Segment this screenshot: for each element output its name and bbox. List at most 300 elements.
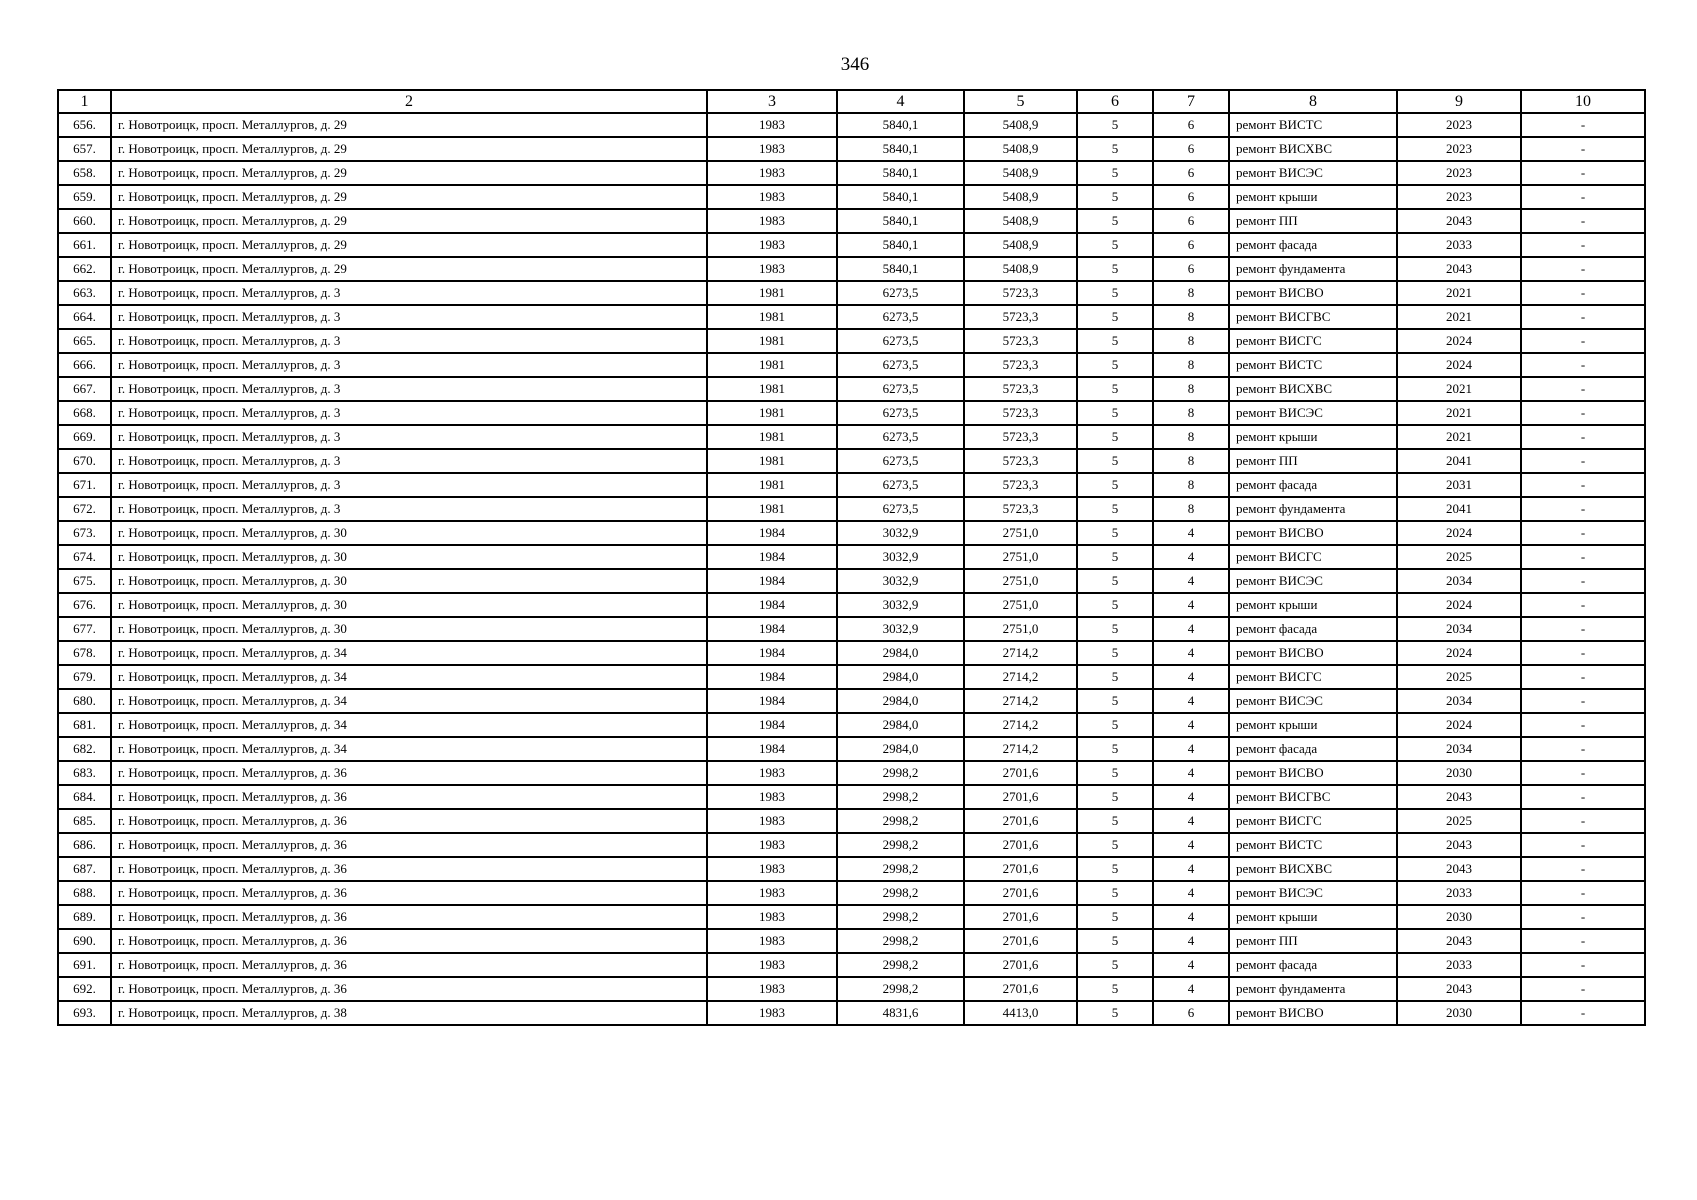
cell-note: -	[1521, 809, 1645, 833]
cell-living-area: 2701,6	[964, 881, 1077, 905]
cell-build-year: 1983	[707, 833, 837, 857]
cell-living-area: 2751,0	[964, 569, 1077, 593]
cell-work-type: ремонт крыши	[1229, 905, 1397, 929]
cell-planned-year: 2033	[1397, 233, 1521, 257]
cell-floors: 5	[1077, 641, 1153, 665]
cell-build-year: 1984	[707, 593, 837, 617]
cell-planned-year: 2025	[1397, 545, 1521, 569]
cell-entrances: 4	[1153, 761, 1229, 785]
cell-row-number: 685.	[58, 809, 111, 833]
cell-work-type: ремонт ВИСГВС	[1229, 785, 1397, 809]
table-row	[58, 905, 1645, 929]
table-row	[58, 641, 1645, 665]
header-cell-6: 6	[1077, 90, 1153, 113]
table-row	[58, 137, 1645, 161]
cell-row-number: 668.	[58, 401, 111, 425]
cell-build-year: 1983	[707, 185, 837, 209]
cell-build-year: 1984	[707, 569, 837, 593]
table-row	[58, 545, 1645, 569]
cell-note: -	[1521, 761, 1645, 785]
cell-note: -	[1521, 473, 1645, 497]
cell-total-area: 2984,0	[837, 737, 964, 761]
cell-note: -	[1521, 881, 1645, 905]
cell-note: -	[1521, 497, 1645, 521]
cell-living-area: 5723,3	[964, 305, 1077, 329]
cell-build-year: 1981	[707, 329, 837, 353]
cell-build-year: 1983	[707, 977, 837, 1001]
header-cell-10: 10	[1521, 90, 1645, 113]
table-row	[58, 737, 1645, 761]
cell-planned-year: 2034	[1397, 689, 1521, 713]
table-row	[58, 233, 1645, 257]
cell-work-type: ремонт ПП	[1229, 449, 1397, 473]
cell-address: г. Новотроицк, просп. Металлургов, д. 36	[111, 929, 707, 953]
cell-row-number: 663.	[58, 281, 111, 305]
cell-build-year: 1983	[707, 257, 837, 281]
cell-planned-year: 2031	[1397, 473, 1521, 497]
cell-build-year: 1983	[707, 857, 837, 881]
table-row	[58, 809, 1645, 833]
cell-address: г. Новотроицк, просп. Металлургов, д. 30	[111, 569, 707, 593]
cell-floors: 5	[1077, 809, 1153, 833]
cell-address: г. Новотроицк, просп. Металлургов, д. 3	[111, 497, 707, 521]
cell-entrances: 4	[1153, 833, 1229, 857]
cell-floors: 5	[1077, 689, 1153, 713]
cell-planned-year: 2034	[1397, 569, 1521, 593]
cell-total-area: 2984,0	[837, 713, 964, 737]
cell-note: -	[1521, 905, 1645, 929]
cell-entrances: 4	[1153, 641, 1229, 665]
cell-row-number: 673.	[58, 521, 111, 545]
cell-build-year: 1983	[707, 209, 837, 233]
header-cell-8: 8	[1229, 90, 1397, 113]
cell-total-area: 2998,2	[837, 977, 964, 1001]
header-cell-2: 2	[111, 90, 707, 113]
cell-planned-year: 2025	[1397, 809, 1521, 833]
table-row	[58, 377, 1645, 401]
cell-work-type: ремонт ВИСГС	[1229, 665, 1397, 689]
cell-total-area: 2998,2	[837, 929, 964, 953]
cell-note: -	[1521, 209, 1645, 233]
cell-floors: 5	[1077, 785, 1153, 809]
cell-planned-year: 2030	[1397, 761, 1521, 785]
cell-work-type: ремонт ВИСВО	[1229, 281, 1397, 305]
cell-address: г. Новотроицк, просп. Металлургов, д. 29	[111, 185, 707, 209]
cell-entrances: 4	[1153, 713, 1229, 737]
cell-build-year: 1984	[707, 545, 837, 569]
cell-floors: 5	[1077, 137, 1153, 161]
cell-planned-year: 2043	[1397, 209, 1521, 233]
cell-entrances: 6	[1153, 1001, 1229, 1025]
header-cell-4: 4	[837, 90, 964, 113]
cell-row-number: 687.	[58, 857, 111, 881]
cell-address: г. Новотроицк, просп. Металлургов, д. 3	[111, 449, 707, 473]
table-row	[58, 713, 1645, 737]
cell-work-type: ремонт ВИСХВС	[1229, 857, 1397, 881]
data-table	[57, 89, 1646, 1026]
cell-build-year: 1984	[707, 641, 837, 665]
cell-row-number: 665.	[58, 329, 111, 353]
table-row	[58, 257, 1645, 281]
cell-entrances: 4	[1153, 977, 1229, 1001]
cell-row-number: 678.	[58, 641, 111, 665]
cell-row-number: 676.	[58, 593, 111, 617]
cell-living-area: 5408,9	[964, 161, 1077, 185]
cell-row-number: 657.	[58, 137, 111, 161]
cell-floors: 5	[1077, 833, 1153, 857]
cell-address: г. Новотроицк, просп. Металлургов, д. 34	[111, 689, 707, 713]
cell-planned-year: 2023	[1397, 161, 1521, 185]
cell-work-type: ремонт ПП	[1229, 209, 1397, 233]
cell-living-area: 2701,6	[964, 833, 1077, 857]
cell-entrances: 4	[1153, 857, 1229, 881]
cell-living-area: 2701,6	[964, 761, 1077, 785]
cell-entrances: 4	[1153, 953, 1229, 977]
cell-total-area: 3032,9	[837, 617, 964, 641]
cell-planned-year: 2023	[1397, 185, 1521, 209]
cell-floors: 5	[1077, 257, 1153, 281]
cell-living-area: 2701,6	[964, 857, 1077, 881]
cell-planned-year: 2043	[1397, 785, 1521, 809]
header-cell-3: 3	[707, 90, 837, 113]
cell-build-year: 1981	[707, 353, 837, 377]
cell-row-number: 690.	[58, 929, 111, 953]
cell-floors: 5	[1077, 617, 1153, 641]
header-cell-1: 1	[58, 90, 111, 113]
cell-floors: 5	[1077, 953, 1153, 977]
header-cell-9: 9	[1397, 90, 1521, 113]
cell-entrances: 6	[1153, 257, 1229, 281]
header-cell-5: 5	[964, 90, 1077, 113]
cell-note: -	[1521, 377, 1645, 401]
cell-build-year: 1981	[707, 377, 837, 401]
cell-total-area: 2984,0	[837, 689, 964, 713]
cell-work-type: ремонт крыши	[1229, 185, 1397, 209]
cell-living-area: 4413,0	[964, 1001, 1077, 1025]
cell-build-year: 1983	[707, 785, 837, 809]
cell-total-area: 2998,2	[837, 953, 964, 977]
cell-build-year: 1984	[707, 713, 837, 737]
cell-address: г. Новотроицк, просп. Металлургов, д. 3	[111, 401, 707, 425]
table-row	[58, 281, 1645, 305]
cell-row-number: 674.	[58, 545, 111, 569]
cell-entrances: 6	[1153, 233, 1229, 257]
cell-planned-year: 2034	[1397, 737, 1521, 761]
cell-planned-year: 2024	[1397, 713, 1521, 737]
cell-floors: 5	[1077, 281, 1153, 305]
cell-entrances: 4	[1153, 809, 1229, 833]
cell-work-type: ремонт крыши	[1229, 425, 1397, 449]
cell-build-year: 1981	[707, 305, 837, 329]
cell-living-area: 2701,6	[964, 905, 1077, 929]
cell-note: -	[1521, 257, 1645, 281]
cell-total-area: 2998,2	[837, 833, 964, 857]
table-row	[58, 569, 1645, 593]
cell-planned-year: 2024	[1397, 521, 1521, 545]
cell-planned-year: 2024	[1397, 641, 1521, 665]
cell-work-type: ремонт ВИСТС	[1229, 833, 1397, 857]
cell-row-number: 680.	[58, 689, 111, 713]
cell-entrances: 8	[1153, 473, 1229, 497]
header-row	[58, 90, 1645, 113]
cell-work-type: ремонт фундамента	[1229, 497, 1397, 521]
cell-planned-year: 2034	[1397, 617, 1521, 641]
cell-total-area: 6273,5	[837, 497, 964, 521]
cell-total-area: 2998,2	[837, 905, 964, 929]
cell-work-type: ремонт ВИСЭС	[1229, 881, 1397, 905]
cell-row-number: 689.	[58, 905, 111, 929]
cell-planned-year: 2021	[1397, 401, 1521, 425]
cell-note: -	[1521, 617, 1645, 641]
cell-entrances: 4	[1153, 569, 1229, 593]
cell-note: -	[1521, 977, 1645, 1001]
cell-note: -	[1521, 737, 1645, 761]
cell-living-area: 5723,3	[964, 377, 1077, 401]
cell-entrances: 4	[1153, 881, 1229, 905]
cell-entrances: 4	[1153, 665, 1229, 689]
cell-note: -	[1521, 785, 1645, 809]
cell-living-area: 5408,9	[964, 209, 1077, 233]
cell-entrances: 6	[1153, 137, 1229, 161]
cell-work-type: ремонт ВИСГС	[1229, 545, 1397, 569]
cell-work-type: ремонт ВИСЭС	[1229, 161, 1397, 185]
cell-note: -	[1521, 929, 1645, 953]
cell-total-area: 6273,5	[837, 473, 964, 497]
cell-address: г. Новотроицк, просп. Металлургов, д. 36	[111, 977, 707, 1001]
cell-total-area: 5840,1	[837, 113, 964, 137]
cell-address: г. Новотроицк, просп. Металлургов, д. 30	[111, 617, 707, 641]
cell-row-number: 670.	[58, 449, 111, 473]
cell-build-year: 1984	[707, 689, 837, 713]
cell-floors: 5	[1077, 857, 1153, 881]
cell-living-area: 2714,2	[964, 689, 1077, 713]
cell-total-area: 5840,1	[837, 209, 964, 233]
cell-planned-year: 2041	[1397, 497, 1521, 521]
cell-address: г. Новотроицк, просп. Металлургов, д. 3	[111, 377, 707, 401]
cell-floors: 5	[1077, 209, 1153, 233]
cell-work-type: ремонт ВИСГС	[1229, 329, 1397, 353]
cell-row-number: 667.	[58, 377, 111, 401]
cell-work-type: ремонт фасада	[1229, 953, 1397, 977]
cell-total-area: 6273,5	[837, 305, 964, 329]
cell-total-area: 2998,2	[837, 761, 964, 785]
cell-floors: 5	[1077, 593, 1153, 617]
cell-row-number: 691.	[58, 953, 111, 977]
cell-living-area: 5723,3	[964, 401, 1077, 425]
cell-work-type: ремонт фасада	[1229, 233, 1397, 257]
cell-living-area: 2701,6	[964, 785, 1077, 809]
cell-address: г. Новотроицк, просп. Металлургов, д. 29	[111, 209, 707, 233]
table-row	[58, 425, 1645, 449]
table-row	[58, 689, 1645, 713]
cell-total-area: 5840,1	[837, 185, 964, 209]
table-row	[58, 785, 1645, 809]
cell-planned-year: 2021	[1397, 281, 1521, 305]
table-row	[58, 617, 1645, 641]
table-row	[58, 185, 1645, 209]
cell-note: -	[1521, 137, 1645, 161]
cell-floors: 5	[1077, 665, 1153, 689]
cell-entrances: 4	[1153, 545, 1229, 569]
cell-note: -	[1521, 665, 1645, 689]
cell-entrances: 8	[1153, 425, 1229, 449]
cell-build-year: 1983	[707, 761, 837, 785]
cell-address: г. Новотроицк, просп. Металлургов, д. 36	[111, 833, 707, 857]
cell-address: г. Новотроицк, просп. Металлургов, д. 36	[111, 881, 707, 905]
cell-row-number: 672.	[58, 497, 111, 521]
table-row	[58, 329, 1645, 353]
cell-work-type: ремонт фасада	[1229, 617, 1397, 641]
cell-total-area: 3032,9	[837, 521, 964, 545]
cell-build-year: 1984	[707, 521, 837, 545]
cell-total-area: 6273,5	[837, 425, 964, 449]
cell-note: -	[1521, 233, 1645, 257]
cell-floors: 5	[1077, 905, 1153, 929]
cell-note: -	[1521, 185, 1645, 209]
cell-note: -	[1521, 545, 1645, 569]
cell-build-year: 1983	[707, 953, 837, 977]
cell-floors: 5	[1077, 425, 1153, 449]
cell-work-type: ремонт фасада	[1229, 737, 1397, 761]
cell-row-number: 681.	[58, 713, 111, 737]
cell-work-type: ремонт ВИСЭС	[1229, 401, 1397, 425]
cell-build-year: 1981	[707, 401, 837, 425]
cell-total-area: 5840,1	[837, 233, 964, 257]
cell-floors: 5	[1077, 233, 1153, 257]
cell-build-year: 1983	[707, 881, 837, 905]
cell-living-area: 2751,0	[964, 593, 1077, 617]
cell-build-year: 1981	[707, 497, 837, 521]
cell-floors: 5	[1077, 545, 1153, 569]
cell-build-year: 1981	[707, 449, 837, 473]
cell-living-area: 2751,0	[964, 521, 1077, 545]
cell-row-number: 679.	[58, 665, 111, 689]
cell-work-type: ремонт ВИСТС	[1229, 113, 1397, 137]
cell-row-number: 661.	[58, 233, 111, 257]
cell-entrances: 4	[1153, 905, 1229, 929]
cell-living-area: 2714,2	[964, 665, 1077, 689]
cell-floors: 5	[1077, 449, 1153, 473]
cell-floors: 5	[1077, 521, 1153, 545]
cell-build-year: 1983	[707, 137, 837, 161]
cell-total-area: 3032,9	[837, 593, 964, 617]
cell-floors: 5	[1077, 713, 1153, 737]
cell-floors: 5	[1077, 737, 1153, 761]
cell-planned-year: 2021	[1397, 305, 1521, 329]
cell-floors: 5	[1077, 497, 1153, 521]
cell-row-number: 688.	[58, 881, 111, 905]
cell-planned-year: 2021	[1397, 425, 1521, 449]
table-body	[58, 113, 1645, 1025]
table-row	[58, 305, 1645, 329]
cell-total-area: 4831,6	[837, 1001, 964, 1025]
cell-entrances: 8	[1153, 497, 1229, 521]
cell-note: -	[1521, 161, 1645, 185]
table-row	[58, 473, 1645, 497]
cell-planned-year: 2024	[1397, 329, 1521, 353]
cell-work-type: ремонт ВИСВО	[1229, 761, 1397, 785]
cell-row-number: 686.	[58, 833, 111, 857]
cell-planned-year: 2033	[1397, 881, 1521, 905]
cell-total-area: 3032,9	[837, 545, 964, 569]
cell-entrances: 4	[1153, 617, 1229, 641]
cell-living-area: 2701,6	[964, 809, 1077, 833]
table-row	[58, 1001, 1645, 1025]
cell-living-area: 5408,9	[964, 113, 1077, 137]
table-row	[58, 449, 1645, 473]
cell-living-area: 2751,0	[964, 617, 1077, 641]
cell-floors: 5	[1077, 761, 1153, 785]
cell-note: -	[1521, 1001, 1645, 1025]
cell-note: -	[1521, 449, 1645, 473]
cell-row-number: 693.	[58, 1001, 111, 1025]
cell-total-area: 2998,2	[837, 857, 964, 881]
cell-build-year: 1983	[707, 113, 837, 137]
cell-living-area: 5723,3	[964, 449, 1077, 473]
cell-floors: 5	[1077, 329, 1153, 353]
cell-entrances: 8	[1153, 401, 1229, 425]
cell-living-area: 5723,3	[964, 497, 1077, 521]
cell-planned-year: 2033	[1397, 953, 1521, 977]
table-row	[58, 953, 1645, 977]
cell-work-type: ремонт крыши	[1229, 593, 1397, 617]
cell-floors: 5	[1077, 881, 1153, 905]
cell-planned-year: 2043	[1397, 929, 1521, 953]
cell-build-year: 1983	[707, 809, 837, 833]
cell-address: г. Новотроицк, просп. Металлургов, д. 29	[111, 113, 707, 137]
cell-entrances: 4	[1153, 689, 1229, 713]
cell-row-number: 682.	[58, 737, 111, 761]
cell-entrances: 4	[1153, 737, 1229, 761]
cell-entrances: 6	[1153, 209, 1229, 233]
cell-note: -	[1521, 113, 1645, 137]
cell-note: -	[1521, 641, 1645, 665]
cell-living-area: 5408,9	[964, 137, 1077, 161]
cell-address: г. Новотроицк, просп. Металлургов, д. 36	[111, 953, 707, 977]
cell-row-number: 684.	[58, 785, 111, 809]
cell-living-area: 5723,3	[964, 281, 1077, 305]
cell-work-type: ремонт ВИСГВС	[1229, 305, 1397, 329]
cell-address: г. Новотроицк, просп. Металлургов, д. 3	[111, 473, 707, 497]
cell-work-type: ремонт фундамента	[1229, 257, 1397, 281]
table-row	[58, 857, 1645, 881]
cell-entrances: 8	[1153, 449, 1229, 473]
cell-entrances: 8	[1153, 329, 1229, 353]
table-row	[58, 521, 1645, 545]
cell-planned-year: 2025	[1397, 665, 1521, 689]
cell-row-number: 675.	[58, 569, 111, 593]
cell-total-area: 2998,2	[837, 881, 964, 905]
cell-floors: 5	[1077, 569, 1153, 593]
cell-work-type: ремонт крыши	[1229, 713, 1397, 737]
cell-row-number: 664.	[58, 305, 111, 329]
cell-note: -	[1521, 953, 1645, 977]
cell-planned-year: 2043	[1397, 833, 1521, 857]
cell-address: г. Новотроицк, просп. Металлургов, д. 34	[111, 737, 707, 761]
cell-planned-year: 2023	[1397, 137, 1521, 161]
cell-total-area: 6273,5	[837, 353, 964, 377]
cell-total-area: 5840,1	[837, 161, 964, 185]
cell-living-area: 2701,6	[964, 977, 1077, 1001]
cell-total-area: 3032,9	[837, 569, 964, 593]
cell-living-area: 5723,3	[964, 353, 1077, 377]
cell-entrances: 8	[1153, 281, 1229, 305]
cell-living-area: 2701,6	[964, 953, 1077, 977]
cell-total-area: 6273,5	[837, 329, 964, 353]
table-row	[58, 881, 1645, 905]
cell-floors: 5	[1077, 929, 1153, 953]
cell-address: г. Новотроицк, просп. Металлургов, д. 29	[111, 257, 707, 281]
